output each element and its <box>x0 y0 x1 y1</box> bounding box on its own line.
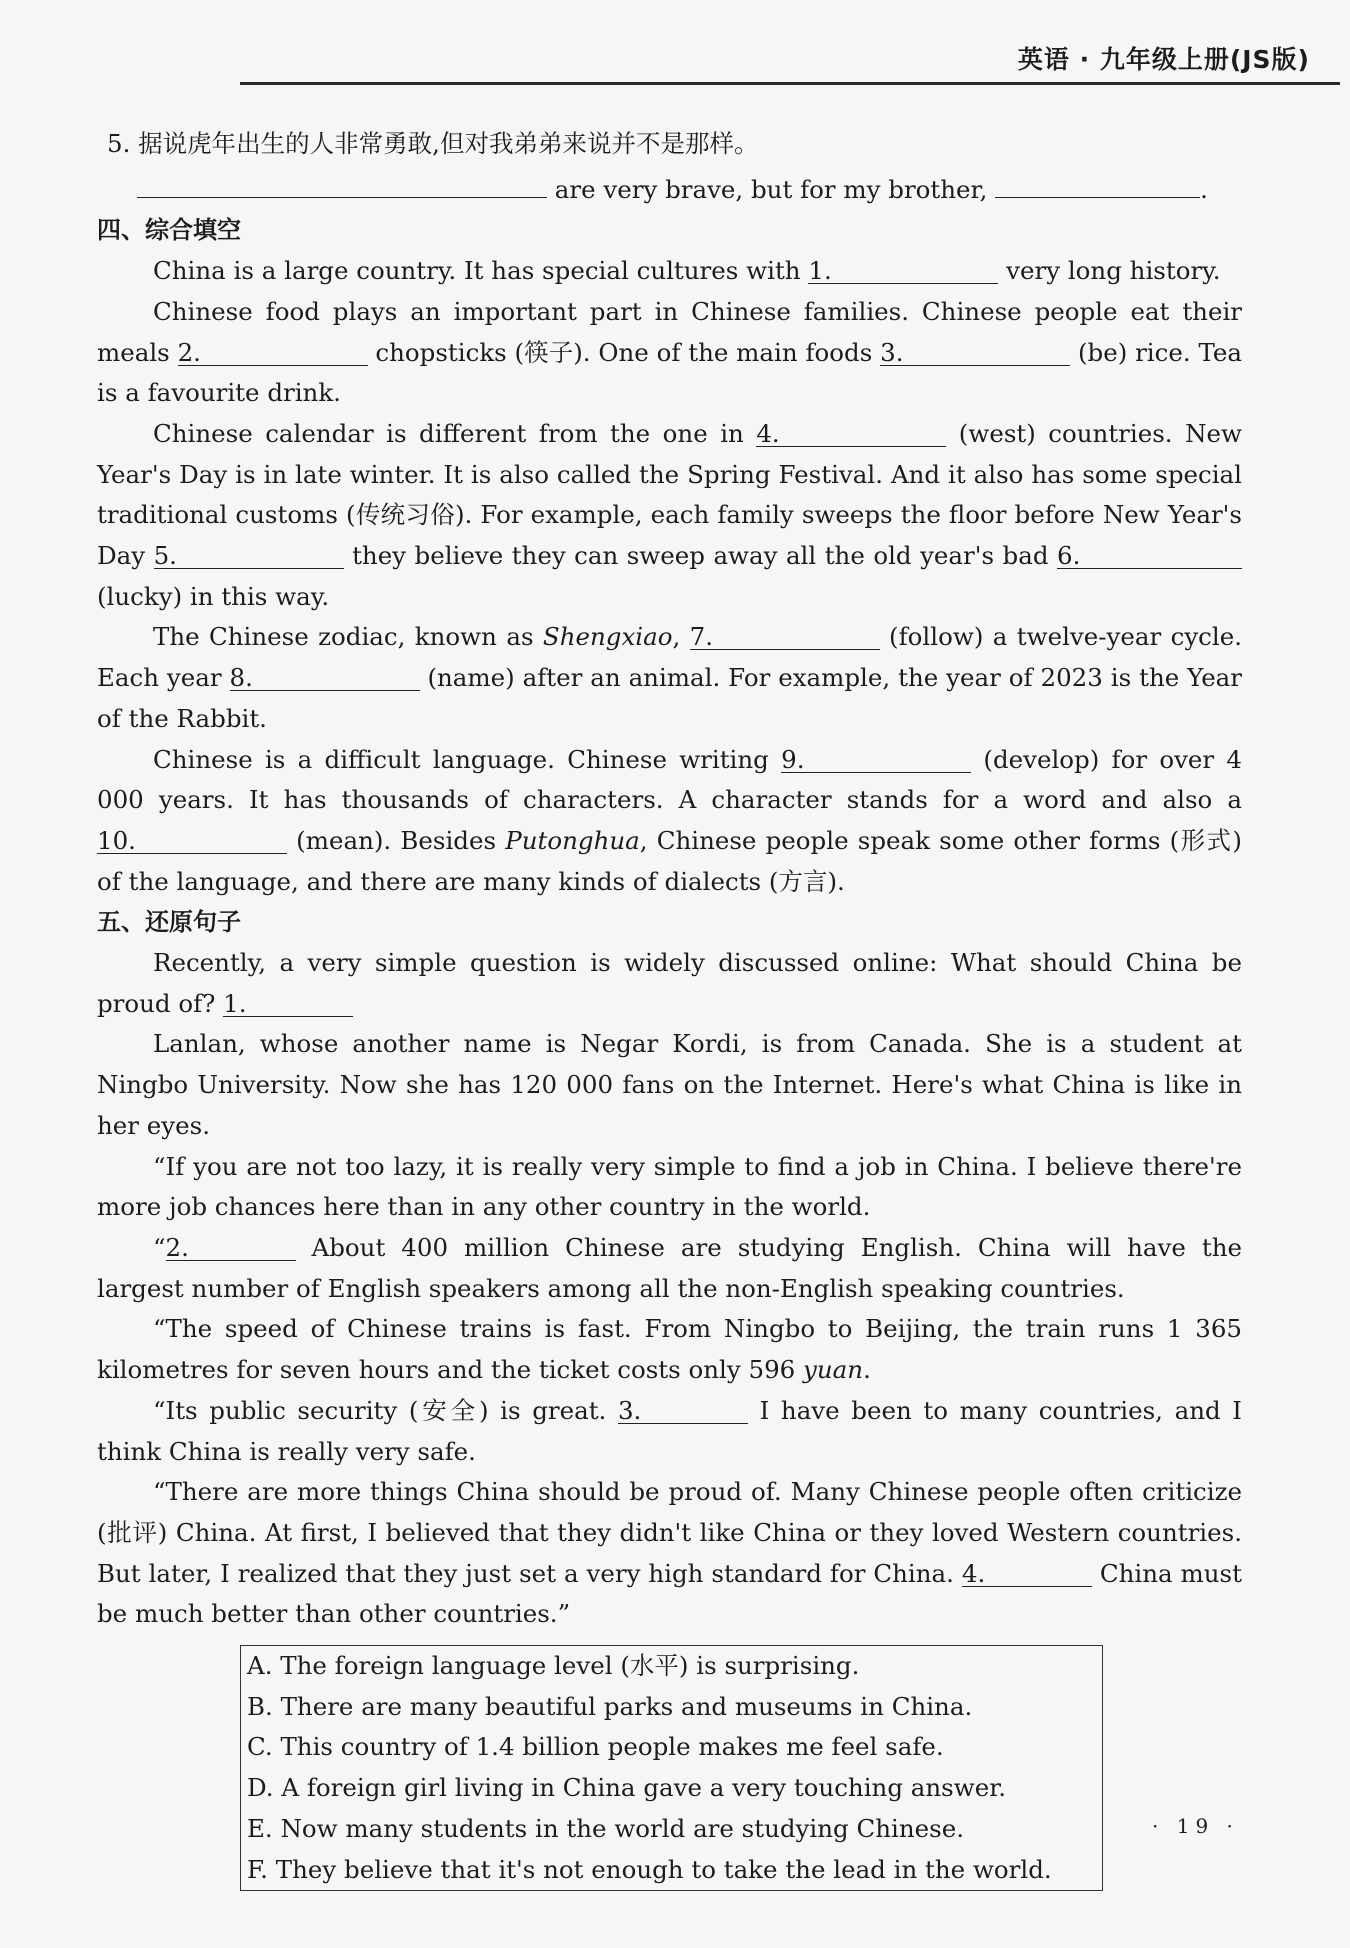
q5-prompt: 5. 据说虎年出生的人非常勇敢,但对我弟弟来说并不是那样。 <box>107 129 759 158</box>
section4-heading: 四、综合填空 <box>97 216 241 245</box>
s4-blank-4[interactable]: 4. <box>756 414 946 447</box>
s4-paragraph-4 <box>97 617 1242 739</box>
s5-text: “Its public security (安全) is great. <box>153 1395 618 1425</box>
s5-blank-4[interactable]: 4. <box>962 1554 1092 1587</box>
s4-blank-6[interactable]: 6. <box>1057 536 1242 569</box>
page-content <box>97 124 1242 1891</box>
option-d: D. A foreign girl living in China gave a very touching answer. <box>247 1773 1007 1803</box>
s4-text: China is a large country. It has special cultures with <box>153 256 809 286</box>
s5-text: “ <box>153 1232 166 1262</box>
s4-text: , <box>672 622 690 652</box>
s5-text: I have been to many countries, and I think China is really very safe. <box>97 1395 1242 1466</box>
s4-blank-5[interactable]: 5. <box>154 536 344 569</box>
s5-paragraph-3: “If you are not too lazy, it is really very simple to find a job in China. I believe there're more job chances here than in any other country in the world. <box>97 1151 1242 1222</box>
s4-blank-3[interactable]: 3. <box>880 333 1070 366</box>
s4-text: Chinese food plays an important part in Chinese families. Chinese people eat their meals <box>97 296 1242 367</box>
option-c: C. This country of 1.4 billion people makes me feel safe. <box>247 1732 944 1762</box>
s4-blank-8[interactable]: 8. <box>230 658 420 691</box>
s4-paragraph-3 <box>97 414 1242 618</box>
header-rule <box>240 82 1340 85</box>
s4-paragraph-1 <box>97 251 1242 292</box>
s5-text: “There are more things China should be proud of. Many Chinese people often criticize (批评) China. At first, I believed that they didn't like China or they loved Western countries. But later, I realized that they just set a very high standard for China. <box>97 1477 1242 1588</box>
s4-blank-7[interactable]: 7. <box>690 617 880 650</box>
header-title: 英语 · 九年级上册(JS版) <box>1017 45 1310 74</box>
s5-blank-3[interactable]: 3. <box>618 1391 748 1424</box>
s5-italic-term: yuan <box>803 1355 864 1385</box>
s5-paragraph-6 <box>97 1391 1242 1472</box>
s5-paragraph-2: Lanlan, whose another name is Negar Kordi, is from Canada. She is a student at Ningbo University. Now she has 120 000 fans on the Internet. Here's what China is like in her eyes. <box>97 1029 1242 1140</box>
s5-text: “The speed of Chinese trains is fast. From Ningbo to Beijing, the train runs 1 365 kilometres for seven hours and the ticket costs only 596 <box>97 1314 1242 1385</box>
s4-text: chopsticks (筷子). One of the main foods <box>367 337 881 367</box>
s4-text: (lucky) in this way. <box>97 581 330 611</box>
s5-blank-2[interactable]: 2. <box>166 1228 296 1261</box>
s4-blank-1[interactable]: 1. <box>808 251 998 284</box>
s4-text: Chinese calendar is different from the one in <box>153 418 757 448</box>
s4-text: , Chinese people speak some other forms (形式) of the language, and there are many kinds of dialects (方言). <box>97 825 1242 896</box>
s4-blank-10[interactable]: 10. <box>97 821 287 854</box>
q5-answer-line <box>97 165 1242 211</box>
option-b: B. There are many beautiful parks and museums in China. <box>247 1691 973 1721</box>
s4-text: (mean). Besides <box>287 825 506 855</box>
s5-paragraph-1 <box>97 943 1242 1024</box>
s4-italic-term: Putonghua <box>505 825 640 855</box>
q5-mid-text: are very brave, but for my brother, <box>554 174 988 204</box>
s5-paragraph-7 <box>97 1472 1242 1635</box>
option-f: F. They believe that it's not enough to take the lead in the world. <box>247 1854 1052 1884</box>
q5-end: . <box>1200 174 1208 204</box>
section5-heading: 五、还原句子 <box>97 908 241 937</box>
s4-text: they believe they can sweep away all the old year's bad <box>343 541 1057 571</box>
s4-paragraph-2 <box>97 292 1242 414</box>
s4-text: very long history. <box>998 256 1221 286</box>
s4-blank-2[interactable]: 2. <box>178 333 368 366</box>
s4-text: (develop) for over 4 000 years. It has thousands of characters. A character stands for a word and also a <box>97 744 1242 815</box>
s5-blank-1[interactable]: 1. <box>223 984 353 1017</box>
page-number: · 19 · <box>1152 1814 1239 1838</box>
s4-text: (be) rice. Tea is a favourite drink. <box>97 337 1243 408</box>
s4-italic-term: Shengxiao <box>542 622 673 652</box>
s4-text: (follow) a twelve-year cycle. Each year <box>97 622 1243 693</box>
q5-blank-2[interactable] <box>995 165 1200 198</box>
s4-text: Chinese is a difficult language. Chinese writing <box>153 744 782 774</box>
s4-text: (name) after an animal. For example, the year of 2023 is the Year of the Rabbit. <box>97 663 1243 733</box>
options-box <box>240 1645 1103 1891</box>
option-e: E. Now many students in the world are studying Chinese. <box>247 1813 964 1843</box>
q5-blank-1[interactable] <box>137 165 547 198</box>
s4-blank-9[interactable]: 9. <box>781 740 971 773</box>
s5-text: About 400 million Chinese are studying English. China will have the largest number of English speakers among all the non-English speaking countries. <box>97 1232 1242 1303</box>
s4-paragraph-5 <box>97 740 1242 903</box>
s5-paragraph-5 <box>97 1309 1242 1390</box>
s4-text: (west) countries. New Year's Day is in late winter. It is also called the Spring Festival. And it also has some special traditional customs (传统习俗). For example, each family sweeps the floor before New Year's Day <box>97 418 1242 571</box>
s5-paragraph-4 <box>97 1228 1242 1309</box>
s5-text: China must be much better than other countries.” <box>97 1558 1242 1629</box>
s5-text: . <box>863 1355 871 1385</box>
option-a: A. The foreign language level (水平) is surprising. <box>247 1651 860 1681</box>
s4-text: The Chinese zodiac, known as <box>153 622 543 652</box>
s5-text: Recently, a very simple question is widely discussed online: What should China be proud of? <box>97 948 1242 1018</box>
